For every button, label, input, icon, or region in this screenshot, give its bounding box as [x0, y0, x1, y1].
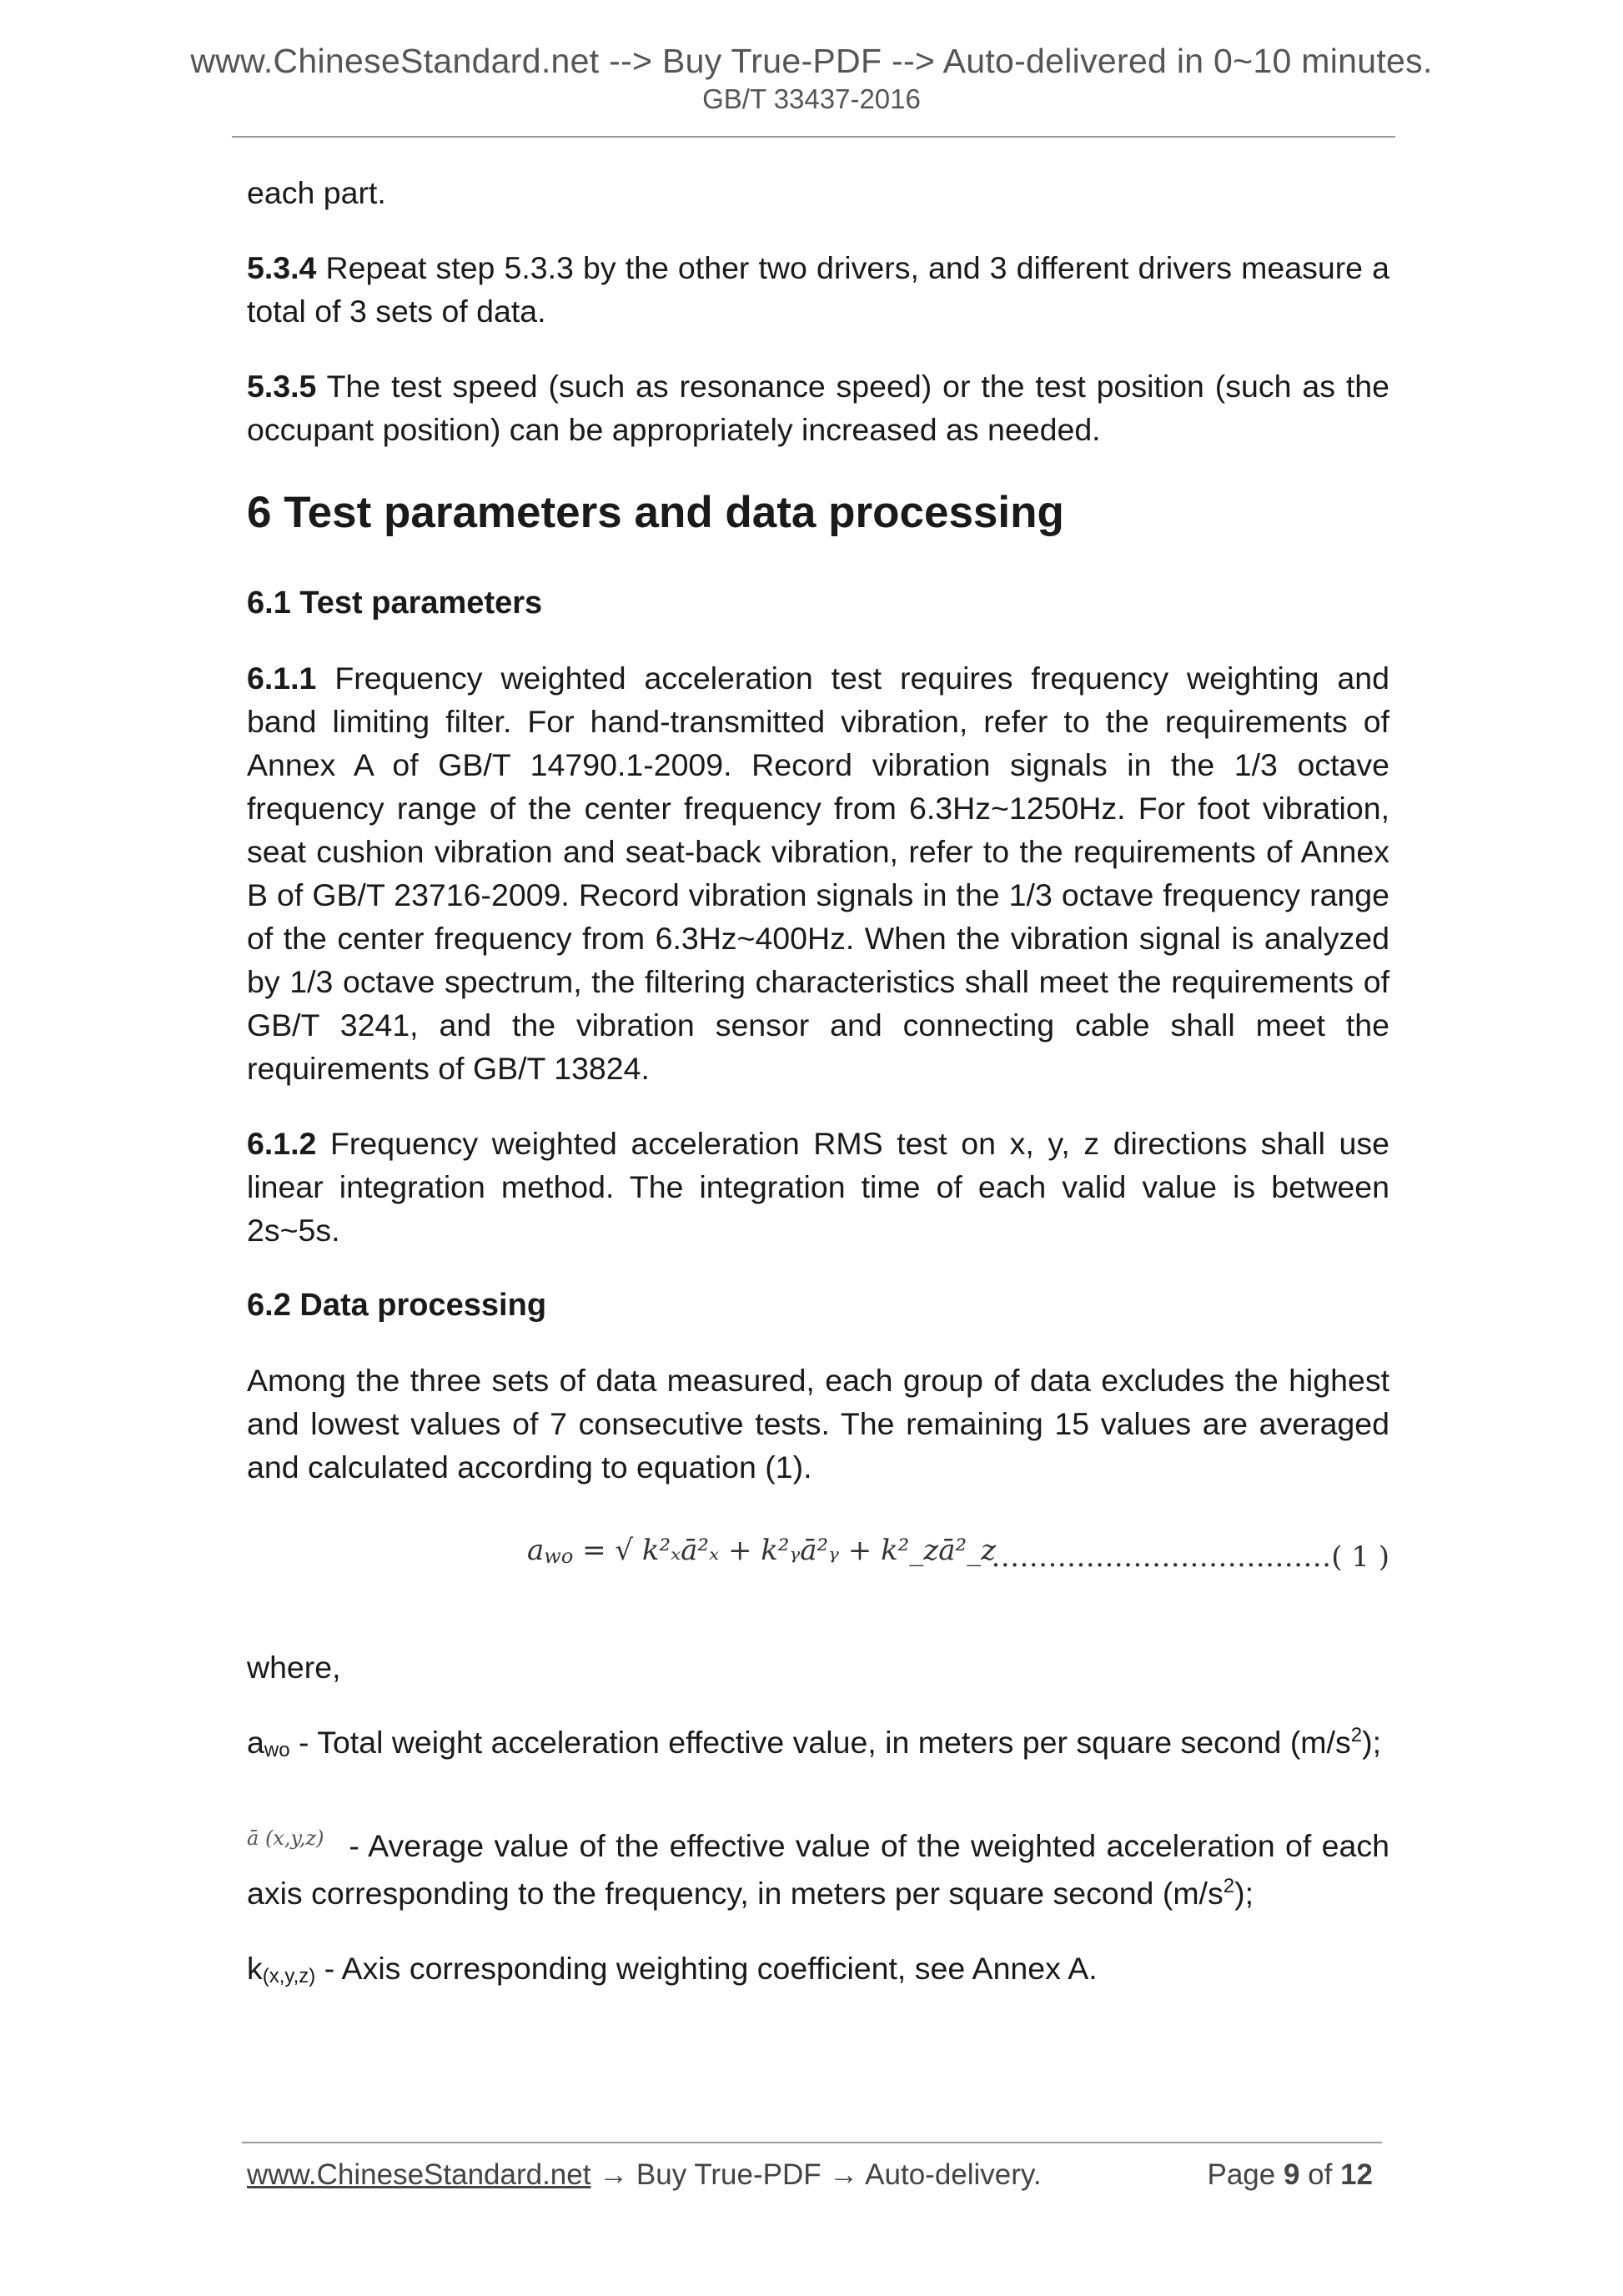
- awo-subscript: wo: [264, 1739, 290, 1761]
- clause-5-3-4: [247, 246, 1389, 333]
- abar-symbol: ā (x,y,z): [247, 1826, 324, 1850]
- of-label: of: [1299, 2158, 1341, 2191]
- section-heading-6: 6 Test parameters and data processing: [247, 488, 1064, 537]
- definition-end: );: [1362, 1725, 1381, 1760]
- k-subscript: (x,y,z): [262, 1965, 316, 1987]
- clause-number: 6.1.1: [247, 661, 317, 696]
- clause-number: 5.3.5: [247, 369, 317, 404]
- awo-definition: [247, 1721, 1389, 1772]
- page-content: [247, 171, 1389, 2030]
- page-total: 12: [1340, 2158, 1373, 2191]
- page-number: 9: [1283, 2158, 1300, 2191]
- clause-text: Frequency weighted acceleration RMS test on x, y, z directions shall use linear integration method. The integration time of each valid value is between 2s~5s.: [247, 1126, 1389, 1248]
- data-processing-paragraph: Among the three sets of data measured, each group of data excludes the highest and lowest values of 7 consecutive tests. The remaining 15 values are averaged and calculated according to equation (1).: [247, 1363, 1389, 1485]
- formula-rhs: = √ k²ₓā²ₓ + k²ᵧā²ᵧ + k²_zā²_z: [582, 1534, 997, 1567]
- k-symbol: k: [247, 1951, 263, 1986]
- footer-divider: [242, 2142, 1382, 2143]
- clause-number: 6.1.2: [247, 1126, 317, 1161]
- footer-site-link[interactable]: www.ChineseStandard.net: [247, 2158, 591, 2191]
- continued-paragraph: each part.: [247, 175, 386, 210]
- k-definition: [247, 1947, 1389, 1998]
- abar-definition: [247, 1824, 1389, 1915]
- where-label: where,: [247, 1650, 341, 1685]
- clause-text: The test speed (such as resonance speed) or the test position (such as the occupant position) can be appropriately increased as needed.: [247, 369, 1389, 447]
- superscript: 2: [1350, 1724, 1363, 1746]
- formula-lhs: a: [527, 1534, 545, 1567]
- page-label: Page: [1207, 2158, 1284, 2191]
- superscript: 2: [1223, 1875, 1235, 1897]
- awo-definition-text: - Total weight acceleration effective value, in meters per square second (m/s: [289, 1725, 1351, 1760]
- clause-text: Frequency weighted acceleration test requires frequency weighting and band limiting filter. For hand-transmitted vibration, refer to the requirements of Annex A of GB/T 14790.1-2009. Record vibration signals in the 1/3 octave frequency range of the center frequency from 6.3Hz~1250Hz. For foot vibration, seat cushion vibration and seat-back vibration, refer to the requirements of Annex B of GB/T 23716-2009. Record vibration signals in the 1/3 octave frequency range of the center frequency from 6.3Hz~400Hz. When the vibration signal is analyzed by 1/3 octave spectrum, the filtering characteristics shall meet the requirements of GB/T 3241, and the vibration sensor and connecting cable shall meet the requirements of GB/T 13824.: [247, 661, 1389, 1086]
- k-definition-text: - Axis corresponding weighting coefficient, see Annex A.: [315, 1951, 1098, 1986]
- formula-lhs-sub: wo: [544, 1545, 574, 1568]
- clause-6-1-1: [247, 656, 1389, 1090]
- standard-code: GB/T 33437-2016: [702, 83, 921, 114]
- footer-text: → Buy True-PDF → Auto-delivery.: [590, 2158, 1042, 2191]
- page-indicator: [1207, 2158, 1373, 2192]
- subsection-heading-6-1: 6.1 Test parameters: [247, 585, 543, 620]
- header-divider: [232, 136, 1395, 138]
- clause-number: 5.3.4: [247, 250, 317, 285]
- clause-5-3-5: [247, 364, 1389, 451]
- equation-number: ………………………………( 1 ): [991, 1540, 1389, 1574]
- definition-end: );: [1234, 1876, 1254, 1911]
- subsection-heading-6-2: 6.2 Data processing: [247, 1288, 547, 1323]
- clause-6-1-2: [247, 1122, 1389, 1252]
- abar-definition-text: - Average value of the effective value of the weighted acceleration of each axis corresponding to the frequency, in meters per square second (m/s: [247, 1828, 1389, 1911]
- site-banner: www.ChineseStandard.net --> Buy True-PDF --> Auto-delivered in 0~10 minutes.: [190, 42, 1433, 80]
- clause-text: Repeat step 5.3.3 by the other two drivers, and 3 different drivers measure a total of 3 sets of data.: [247, 250, 1389, 329]
- equation-formula: [527, 1534, 996, 1568]
- page-footer: [247, 2158, 1389, 2192]
- awo-symbol: a: [247, 1725, 264, 1760]
- equation-1: [247, 1520, 1389, 1620]
